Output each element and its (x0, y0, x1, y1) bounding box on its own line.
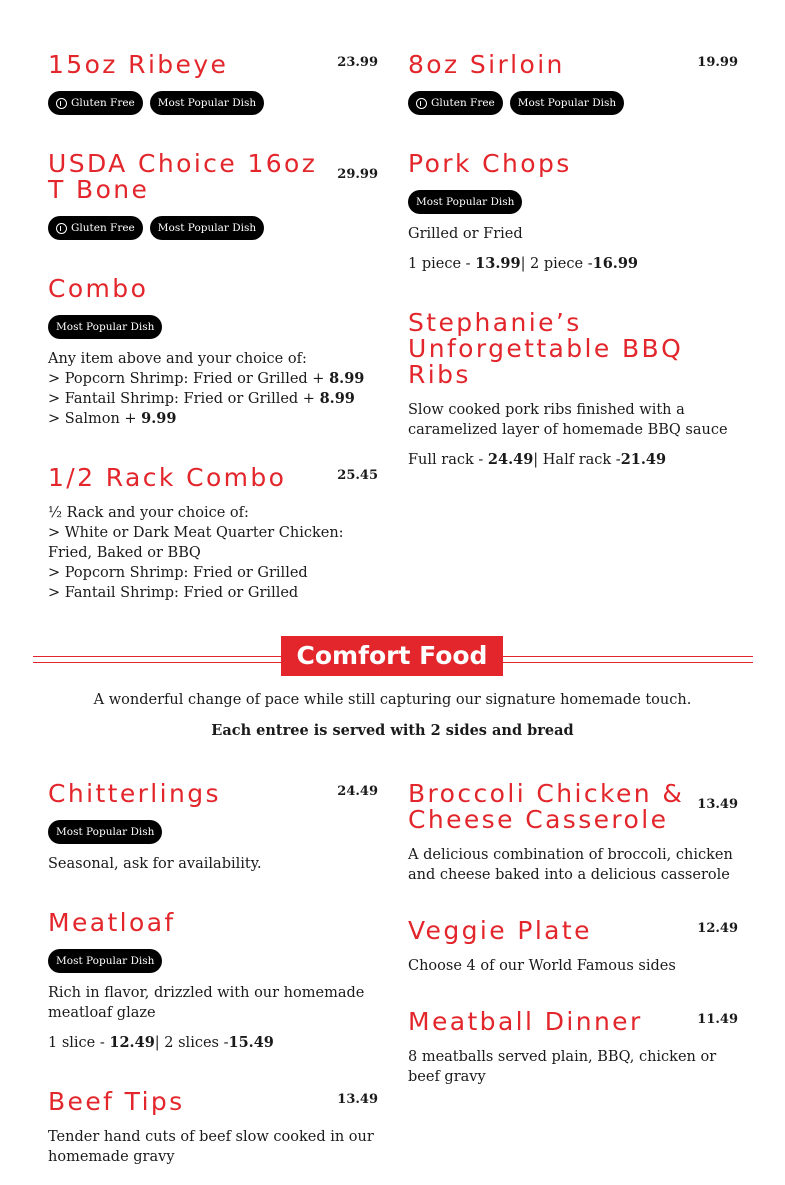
item-price: 24.49 (337, 784, 378, 799)
menu-item-half-rack-combo (48, 465, 378, 603)
divider-line (33, 656, 281, 663)
item-title: Meatloaf (48, 908, 176, 937)
menu-item-meatloaf (48, 910, 378, 1053)
menu-item-meatball-dinner (408, 1009, 738, 1087)
item-description: ½ Rack and your choice of: > White or Dark Meat Quarter Chicken: Fried, Baked or BBQ > Popcorn Shrimp: Fried or Grilled > Fantail Shrimp: Fried or Grilled (48, 505, 344, 601)
item-description: Tender hand cuts of beef slow cooked in our homemade gravy (48, 1129, 374, 1165)
item-price: 11.49 (697, 1012, 738, 1027)
item-title: Veggie Plate (408, 916, 592, 945)
menu-item-casserole (408, 781, 738, 885)
most-popular-badge: Most Popular Dish (48, 315, 162, 339)
gluten-free-icon (56, 223, 67, 234)
item-title: Combo (48, 274, 149, 303)
divider-line (503, 656, 753, 663)
item-description: Rich in flavor, drizzled with our homemade meatloaf glaze (48, 985, 365, 1021)
item-price: 19.99 (697, 55, 738, 70)
menu-item-sirloin (408, 52, 738, 115)
item-description: 8 meatballs served plain, BBQ, chicken or beef gravy (408, 1049, 717, 1085)
menu-item-chitterlings (48, 781, 378, 874)
item-price: 23.99 (337, 55, 378, 70)
most-popular-badge: Most Popular Dish (48, 820, 162, 844)
most-popular-badge: Most Popular Dish (408, 190, 522, 214)
menu-item-beef-tips (48, 1089, 378, 1167)
item-title: 1/2 Rack Combo (48, 463, 287, 492)
menu-item-ribeye (48, 52, 378, 115)
item-price-options: 1 piece - 13.99| 2 piece -16.99 (408, 255, 639, 272)
item-price-options: Full rack - 24.49| Half rack -21.49 (408, 451, 667, 468)
item-price: 13.49 (337, 1092, 378, 1107)
section-subtitle: A wonderful change of pace while still capturing our signature homemade touch. (93, 692, 692, 708)
most-popular-badge: Most Popular Dish (510, 91, 624, 115)
most-popular-badge: Most Popular Dish (150, 216, 264, 240)
item-description: Any item above and your choice of: > Popcorn Shrimp: Fried or Grilled + 8.99 > Fantail Shrimp: Fried or Grilled + 8.99 > Salmon + 9.99 (48, 351, 365, 427)
item-title: USDA Choice 16oz T Bone (48, 149, 318, 204)
item-description: Choose 4 of our World Famous sides (408, 958, 676, 974)
menu-item-tbone (48, 151, 378, 240)
item-title: Pork Chops (408, 149, 572, 178)
section-title: Comfort Food (281, 636, 503, 676)
item-title: Stephanie’s Unforgettable BBQ Ribs (408, 308, 684, 389)
item-title: Broccoli Chicken & Cheese Casserole (408, 779, 685, 834)
item-title: 15oz Ribeye (48, 50, 229, 79)
most-popular-badge: Most Popular Dish (150, 91, 264, 115)
menu-item-bbq-ribs (408, 310, 738, 470)
item-price-options: 1 slice - 12.49| 2 slices -15.49 (48, 1034, 274, 1051)
item-price: 12.49 (697, 921, 738, 936)
item-price: 25.45 (337, 468, 378, 483)
most-popular-badge: Most Popular Dish (48, 949, 162, 973)
item-description: A delicious combination of broccoli, chicken and cheese baked into a delicious casserole (408, 847, 733, 883)
section-note: Each entree is served with 2 sides and bread (211, 722, 574, 739)
item-price: 29.99 (337, 167, 378, 182)
menu-item-combo (48, 276, 378, 429)
gluten-free-icon (56, 98, 67, 109)
item-title: Beef Tips (48, 1087, 185, 1116)
item-title: Meatball Dinner (408, 1007, 643, 1036)
section-header-comfort-food (33, 636, 753, 676)
item-title: Chitterlings (48, 779, 221, 808)
menu-item-pork-chops (408, 151, 738, 274)
item-description: Seasonal, ask for availability. (48, 856, 262, 872)
item-title: 8oz Sirloin (408, 50, 565, 79)
gluten-free-badge: Gluten Free (48, 216, 143, 240)
gluten-free-icon (416, 98, 427, 109)
gluten-free-badge: Gluten Free (408, 91, 503, 115)
item-price: 13.49 (697, 797, 738, 812)
item-description: Slow cooked pork ribs finished with a caramelized layer of homemade BBQ sauce (408, 402, 728, 438)
item-description: Grilled or Fried (408, 226, 523, 242)
gluten-free-badge: Gluten Free (48, 91, 143, 115)
menu-item-veggie-plate (408, 918, 738, 976)
